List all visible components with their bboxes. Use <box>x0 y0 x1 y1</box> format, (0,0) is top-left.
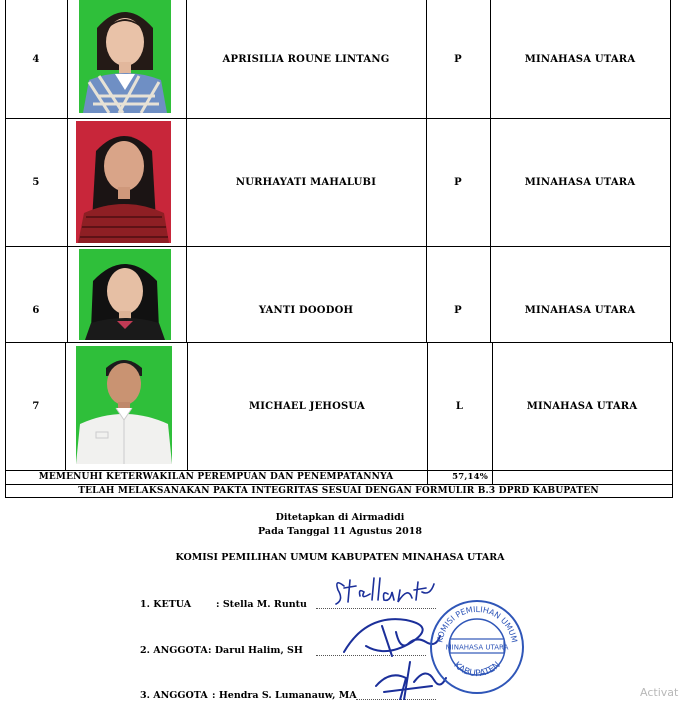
candidate-region: MINAHASA UTARA <box>524 176 636 188</box>
signatory-role: 2. ANGGOTA <box>140 645 208 656</box>
row-number: 6 <box>32 304 40 316</box>
row-number: 5 <box>32 176 40 188</box>
row-number: 7 <box>32 400 40 412</box>
candidate-name: NURHAYATI MAHALUBI <box>235 176 377 188</box>
candidate-name: MICHAEL JEHOSUA <box>249 400 365 412</box>
candidate-photo <box>79 0 171 113</box>
signatory-role: 1. KETUA <box>140 599 192 610</box>
candidate-photo <box>76 121 171 243</box>
activation-watermark: Activat <box>640 686 679 699</box>
stamp-top-text: KOMISI PEMILIHAN UMUM <box>435 604 519 644</box>
candidate-region: MINAHASA UTARA <box>524 304 636 316</box>
candidate-gender: P <box>454 304 462 316</box>
representation-value: 57,14% <box>452 472 488 482</box>
place-of-issue: Ditetapkan di Airmadidi <box>275 512 405 523</box>
candidate-gender: L <box>455 400 464 412</box>
signatory-name: : Hendra S. Lumanauw, MA <box>212 690 357 701</box>
signatory-role: 3. ANGGOTA <box>140 690 208 701</box>
integrity-statement: TELAH MELAKSANAKAN PAKTA INTEGRITAS SESUAI DENGAN FORMULIR B.3 DPRD KABUPATEN <box>78 485 599 496</box>
candidate-region: MINAHASA UTARA <box>526 400 638 412</box>
commission-name: KOMISI PEMILIHAN UMUM KABUPATEN MINAHASA UTARA <box>175 552 505 563</box>
candidate-region: MINAHASA UTARA <box>524 53 636 65</box>
candidate-gender: P <box>454 53 462 65</box>
candidate-name: YANTI DOODOH <box>258 304 354 316</box>
candidate-photo <box>76 346 172 464</box>
candidate-name: APRISILIA ROUNE LINTANG <box>222 53 390 65</box>
row-number: 4 <box>32 53 40 65</box>
issue-date: Pada Tanggal 11 Agustus 2018 <box>258 526 422 537</box>
representation-label: MEMENUHI KETERWAKILAN PEREMPUAN DAN PENEMPATANNYA <box>38 472 394 482</box>
signatory-name: : Stella M. Runtu <box>216 599 307 610</box>
stamp-center-text: MINAHASA UTARA <box>445 643 509 652</box>
svg-text:KABUPATEN <box>451 660 502 679</box>
stamp-bottom-text: KABUPATEN <box>451 660 503 680</box>
candidate-gender: P <box>454 176 462 188</box>
signatory-name: : Darul Halim, SH <box>208 645 303 656</box>
signature-ketua <box>330 572 440 608</box>
candidate-photo <box>79 249 171 340</box>
official-stamp <box>428 598 526 696</box>
